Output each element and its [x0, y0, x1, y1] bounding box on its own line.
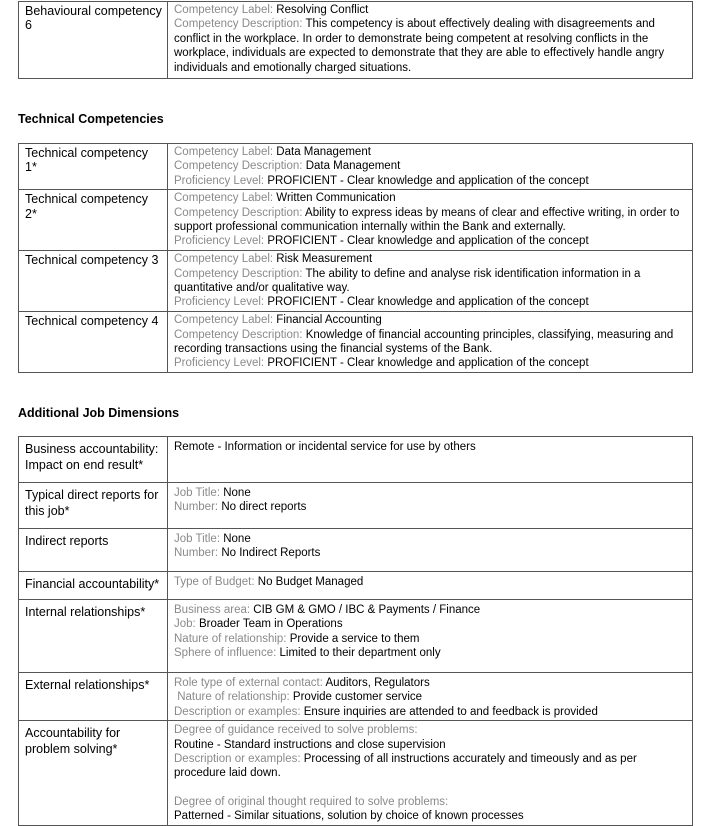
- field-value: Risk Measurement: [276, 253, 373, 266]
- field-value: Remote - Information or incidental service for use by others: [174, 441, 476, 453]
- table-row: [19, 483, 693, 529]
- field-value: Limited to their department only: [279, 647, 441, 660]
- field-value: Ability to express ideas by means of clear and effective writing, in order to support professional communication internally within the Bank and externally.: [174, 206, 680, 234]
- field-key: Degree of guidance received to solve problems:: [174, 724, 418, 737]
- field-value: Ensure inquiries are attended to and feedback is provided: [303, 705, 598, 718]
- row-label: Technical competency 1*: [19, 144, 168, 190]
- table-row: [19, 312, 693, 373]
- field-key: Competency Label:: [174, 146, 274, 158]
- table-row: [19, 2, 693, 79]
- field-value: CIB GM & GMO / IBC & Payments / Finance: [253, 604, 481, 616]
- row-label: Technical competency 3: [19, 251, 168, 312]
- table-row: [19, 600, 693, 673]
- field-value: No Budget Managed: [257, 576, 364, 588]
- field-key: Competency Description:: [174, 160, 303, 173]
- field-value: Provide customer service: [292, 691, 423, 704]
- field-value: None: [223, 487, 251, 499]
- field-key: Type of Budget:: [174, 576, 255, 588]
- row-label: Technical competency 4: [19, 312, 168, 373]
- field-value: Processing of all instructions accurately and timeously and as per procedure laid down.: [174, 753, 637, 780]
- spacer: [174, 781, 687, 795]
- table-row: [19, 251, 693, 312]
- row-content: [168, 483, 693, 529]
- field-value: No Indirect Reports: [221, 547, 321, 560]
- field-value: Resolving Conflict: [276, 4, 369, 16]
- field-value: Broader Team in Operations: [198, 618, 343, 631]
- field-key: Job:: [174, 618, 196, 631]
- field-value: PROFICIENT - Clear knowledge and application of the concept: [267, 174, 589, 187]
- row-content: [168, 144, 693, 190]
- row-content: [168, 572, 693, 600]
- field-value: None: [223, 533, 251, 545]
- field-key: Proficiency Level:: [174, 174, 265, 187]
- field-value: The ability to define and analyse risk identification information in a quantitative and/or qualitative way.: [174, 267, 641, 295]
- row-label: Internal relationships*: [19, 600, 168, 673]
- field-key: Degree of original thought required to solve problems:: [174, 795, 449, 808]
- row-label: Technical competency 2*: [19, 190, 168, 251]
- row-content: [168, 251, 693, 312]
- field-key: Job Title:: [174, 487, 221, 499]
- field-key: Number:: [174, 547, 219, 560]
- row-label: Accountability for problem solving*: [19, 721, 168, 825]
- field-value: PROFICIENT - Clear knowledge and application of the concept: [267, 357, 589, 370]
- table-row: [19, 572, 693, 600]
- table-row: [19, 529, 693, 572]
- row-label: External relationships*: [19, 673, 168, 721]
- field-value: Auditors, Regulators: [325, 677, 430, 689]
- field-value: Routine - Standard instructions and close supervision: [174, 738, 446, 751]
- behavioural-competency-table: [18, 1, 693, 79]
- field-value: Knowledge of financial accounting principles, classifying, measuring and recording transactions using the financial systems of the Bank.: [174, 328, 674, 356]
- row-label: Business accountability: Impact on end result*: [19, 437, 168, 483]
- field-value: Data Management: [305, 160, 401, 173]
- section-heading-dimensions: Additional Job Dimensions: [18, 406, 180, 420]
- field-value: Data Management: [276, 146, 371, 158]
- row-content: [168, 312, 693, 373]
- table-row: [19, 673, 693, 721]
- field-key: Competency Label:: [174, 4, 274, 16]
- technical-competencies-table: [18, 143, 693, 373]
- field-key: Competency Description:: [174, 328, 303, 341]
- row-content: [168, 2, 693, 79]
- row-label: Indirect reports: [19, 529, 168, 572]
- section-heading-technical: Technical Competencies: [18, 112, 164, 126]
- row-content: [168, 437, 693, 483]
- row-label: Typical direct reports for this job*: [19, 483, 168, 529]
- field-key: Number:: [174, 501, 219, 514]
- field-key: Competency Label:: [174, 314, 274, 327]
- row-label: Behavioural competency 6: [19, 2, 168, 79]
- field-value: Written Communication: [276, 192, 396, 205]
- field-key: Role type of external contact:: [174, 677, 323, 689]
- field-value: PROFICIENT - Clear knowledge and application of the concept: [267, 296, 589, 309]
- field-key: Description or examples:: [174, 753, 301, 766]
- field-key: Proficiency Level:: [174, 296, 265, 309]
- field-value: No direct reports: [221, 501, 307, 514]
- field-key: Nature of relationship:: [177, 691, 290, 704]
- row-content: [168, 673, 693, 721]
- table-row: [19, 437, 693, 483]
- row-label: Financial accountability*: [19, 572, 168, 600]
- field-key: Competency Label:: [174, 192, 274, 205]
- field-value: Financial Accounting: [276, 314, 382, 327]
- field-key: Competency Description:: [174, 267, 303, 280]
- field-key: Sphere of influence:: [174, 647, 277, 660]
- field-value: Patterned - Similar situations, solution by choice of known processes: [174, 810, 524, 823]
- field-value: This competency is about effectively dealing with disagreements and conflict in the workplace. In order to demonstrate being competent at resolving conflicts in the workplace, individuals are expected to demonstrate that they are able to effectively handle angry individuals and emotionally charged situations.: [174, 18, 665, 74]
- field-key: Competency Description:: [174, 206, 303, 219]
- field-key: Job Title:: [174, 533, 221, 545]
- row-content: [168, 600, 693, 673]
- field-key: Competency Label:: [174, 253, 274, 266]
- field-value: PROFICIENT - Clear knowledge and application of the concept: [267, 235, 589, 248]
- field-key: Competency Description:: [174, 18, 303, 31]
- row-content: [168, 529, 693, 572]
- table-row: [19, 144, 693, 190]
- field-key: Proficiency Level:: [174, 235, 265, 248]
- field-key: Business area:: [174, 604, 251, 616]
- table-row: [19, 721, 693, 825]
- job-dimensions-table: [18, 436, 693, 826]
- field-value: Provide a service to them: [289, 632, 420, 645]
- field-key: Description or examples:: [174, 705, 301, 718]
- row-content: [168, 190, 693, 251]
- row-content: [168, 721, 693, 825]
- field-key: Nature of relationship:: [174, 632, 287, 645]
- table-row: [19, 190, 693, 251]
- field-key: Proficiency Level:: [174, 357, 265, 370]
